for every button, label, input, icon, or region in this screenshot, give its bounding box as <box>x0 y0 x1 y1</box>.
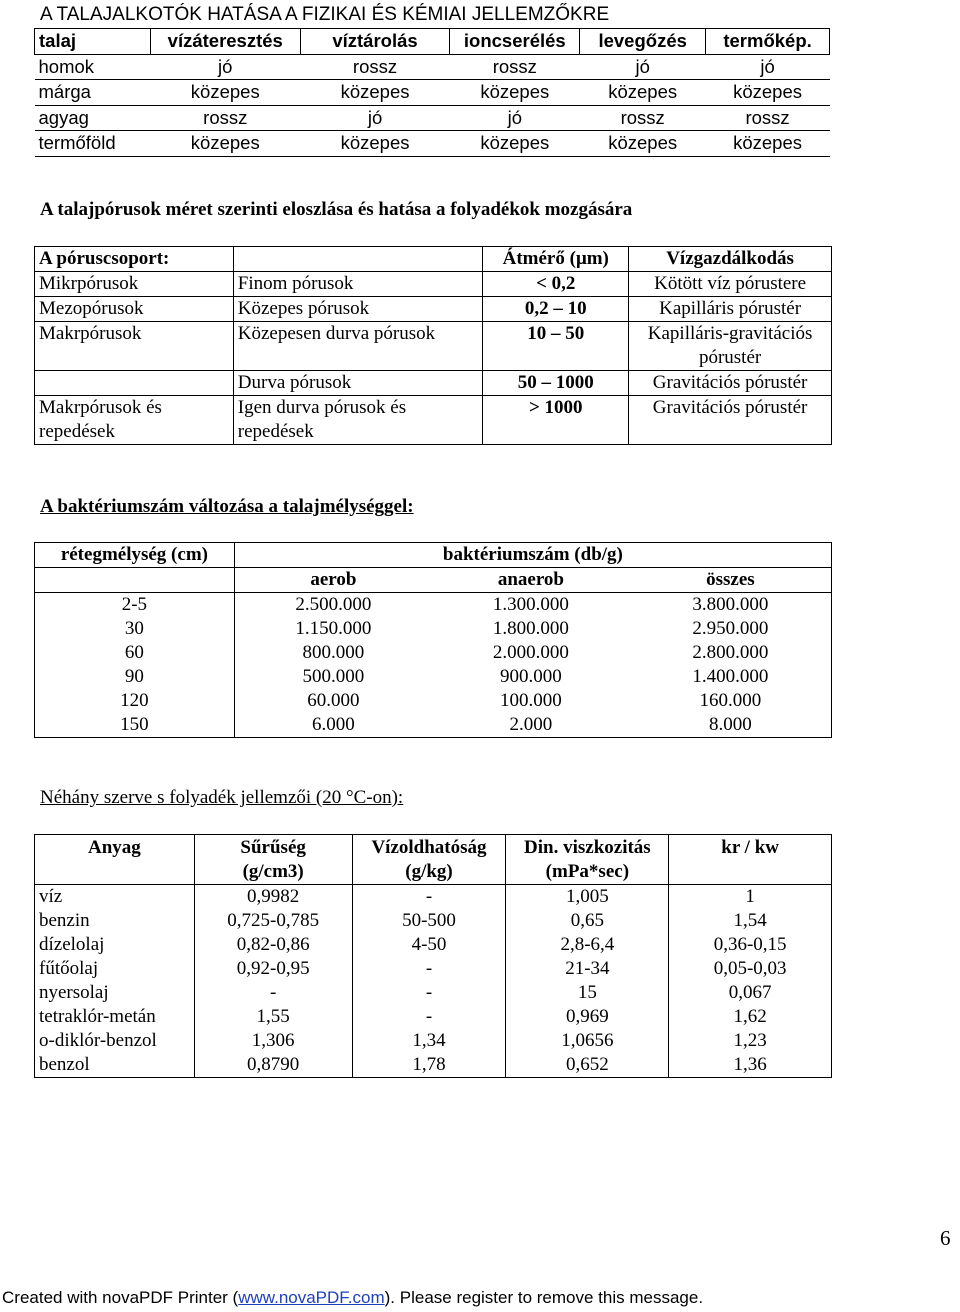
table-cell: Közepes pórusok <box>233 297 483 322</box>
table-cell: 1,36 <box>733 1054 767 1075</box>
header-cell <box>233 247 483 272</box>
table-cell: jó <box>580 54 706 80</box>
header-line: Vízoldhatóság <box>371 837 487 858</box>
table-cell: 0,8790 <box>247 1054 300 1075</box>
table-cell: 150 <box>35 713 235 738</box>
table-cell: 800.000 <box>302 642 365 663</box>
table-cell: közepes <box>300 131 450 157</box>
header-cell: anaerob <box>432 568 630 593</box>
organic-liquids-table <box>34 834 832 1078</box>
table-row <box>35 593 832 618</box>
table-cell: homok <box>35 54 151 80</box>
header-cell: baktériumszám (db/g) <box>234 543 831 568</box>
table-cell: Finom pórusok <box>233 272 483 297</box>
table-cell: - <box>270 982 277 1003</box>
table-cell: közepes <box>150 131 300 157</box>
table-cell: Durva pórusok <box>233 371 483 396</box>
table-cell: jó <box>150 54 300 80</box>
table-row <box>35 689 832 713</box>
table-cell: 0,725-0,785 <box>227 910 320 931</box>
table-cell: rossz <box>706 105 830 131</box>
table-cell: 160.000 <box>699 690 762 711</box>
table1-title: A TALAJALKOTÓK HATÁSA A FIZIKAI ÉS KÉMIAI JELLEMZŐKRE <box>40 4 610 25</box>
table-cell: benzin <box>39 910 90 931</box>
header-cell: A póruscsoport: <box>35 247 234 272</box>
table-column <box>352 885 506 1078</box>
table-cell: Makrpórusok és repedések <box>35 396 234 445</box>
table-cell: 0,65 <box>570 910 604 931</box>
table-cell: - <box>425 958 433 979</box>
table-cell: víz <box>39 886 63 907</box>
table-cell: 30 <box>35 617 235 641</box>
table-cell: rossz <box>450 54 580 80</box>
table-row <box>35 131 830 157</box>
table-cell: 3.800.000 <box>692 594 769 615</box>
header-cell: összes <box>630 568 832 593</box>
table-cell: - <box>425 1006 433 1027</box>
table-cell: 1 <box>745 886 755 907</box>
table-cell: 1,005 <box>565 886 609 907</box>
footer-prefix: Created with novaPDF Printer ( <box>2 1288 239 1307</box>
table-cell: 0,36-0,15 <box>713 934 787 955</box>
header-line: (mPa*sec) <box>545 861 630 882</box>
header-cell: ioncserélés <box>450 29 580 55</box>
table-row <box>35 272 832 297</box>
header-line: Anyag <box>87 837 141 858</box>
table-cell: 60.000 <box>307 690 360 711</box>
table-row <box>35 105 830 131</box>
table-cell: - <box>425 886 433 907</box>
table-cell: 1,34 <box>412 1030 446 1051</box>
table-row <box>35 713 832 738</box>
table-cell: közepes <box>150 80 300 106</box>
table-cell: 500.000 <box>302 666 365 687</box>
header-line: kr / kw <box>721 837 779 858</box>
table-header-row <box>35 29 830 55</box>
table-cell: nyersolaj <box>39 982 109 1003</box>
table-cell: 100.000 <box>500 690 562 711</box>
header-cell: talaj <box>35 29 151 55</box>
table4-title: Néhány szerve s folyadék jellemzői (20 °C-on): <box>40 787 404 808</box>
table-cell: közepes <box>580 131 706 157</box>
header-cell: Vízgazdálkodás <box>629 247 832 272</box>
table-cell: 2-5 <box>35 593 235 618</box>
table-cell: 1,55 <box>256 1006 290 1027</box>
table-cell: 2.000.000 <box>492 642 569 663</box>
table-cell <box>35 371 234 396</box>
table-cell: - <box>425 982 433 1003</box>
header-cell <box>194 835 352 885</box>
table-cell: agyag <box>35 105 151 131</box>
page-number: 6 <box>940 1226 951 1250</box>
table-column <box>35 885 195 1078</box>
table-cell: 2.000 <box>509 714 553 735</box>
table-cell: 8.000 <box>709 714 752 735</box>
table-cell: 1.150.000 <box>295 618 372 639</box>
table-subheader-row <box>35 568 832 593</box>
table-cell: 10 – 50 <box>483 322 629 371</box>
header-cell: Átmérő (μm) <box>483 247 629 272</box>
table-cell: Kapilláris pórustér <box>629 297 832 322</box>
table-header-row <box>35 543 832 568</box>
header-cell <box>35 835 195 885</box>
table-cell: 60 <box>35 641 235 665</box>
table3-title: A baktériumszám változása a talajmélységgel: <box>40 496 414 517</box>
table-cell: Kapilláris-gravitációs pórustér <box>629 322 832 371</box>
table-cell: közepes <box>450 80 580 106</box>
table-cell: Közepesen durva pórusok <box>233 322 483 371</box>
table-cell: 1.300.000 <box>492 594 569 615</box>
table-cell: 21-34 <box>565 958 610 979</box>
header-cell <box>352 835 506 885</box>
table-cell: 0,969 <box>565 1006 609 1027</box>
table-cell: 4-50 <box>411 934 447 955</box>
table-column <box>669 885 832 1078</box>
table-cell: 0,2 – 10 <box>483 297 629 322</box>
header-cell: termőkép. <box>706 29 830 55</box>
footer-watermark <box>2 1288 703 1308</box>
header-cell <box>669 835 832 885</box>
table-cell: 2.800.000 <box>692 642 769 663</box>
table-body <box>35 885 832 1078</box>
table-cell: 0,067 <box>728 982 772 1003</box>
table-cell: 0,05-0,03 <box>713 958 787 979</box>
soil-components-table <box>34 28 830 157</box>
table-row <box>35 641 832 665</box>
table-cell: Mezopórusok <box>35 297 234 322</box>
header-cell: rétegmélység (cm) <box>35 543 235 568</box>
table-cell: Kötött víz pórustere <box>629 272 832 297</box>
table-cell: közepes <box>300 80 450 106</box>
table-cell: 2.500.000 <box>295 594 372 615</box>
table-cell: 0,82-0,86 <box>236 934 310 955</box>
table-cell: márga <box>35 80 151 106</box>
table-row <box>35 617 832 641</box>
table-row <box>35 322 832 371</box>
header-cell: víztárolás <box>300 29 450 55</box>
table-cell: dízelolaj <box>39 934 105 955</box>
table-cell: o-diklór-benzol <box>39 1030 157 1051</box>
table-row <box>35 54 830 80</box>
table-cell: jó <box>706 54 830 80</box>
table-cell: 0,652 <box>565 1054 609 1075</box>
table-cell: 0,9982 <box>247 886 300 907</box>
table-cell: 0,92-0,95 <box>236 958 310 979</box>
header-cell: aerob <box>234 568 432 593</box>
table-cell: rossz <box>300 54 450 80</box>
table-cell: 6.000 <box>312 714 355 735</box>
header-cell: vízáteresztés <box>150 29 300 55</box>
table-cell: 2.950.000 <box>692 618 769 639</box>
table-row <box>35 371 832 396</box>
table-cell: termőföld <box>35 131 151 157</box>
table-cell: 1.400.000 <box>692 666 769 687</box>
table-cell: > 1000 <box>483 396 629 445</box>
table-cell: közepes <box>706 131 830 157</box>
table-cell: jó <box>450 105 580 131</box>
header-cell <box>506 835 669 885</box>
table-cell: 1,23 <box>733 1030 767 1051</box>
footer-suffix: ). Please register to remove this message. <box>384 1288 704 1307</box>
table-cell: < 0,2 <box>483 272 629 297</box>
table-header-row <box>35 247 832 272</box>
table-cell: benzol <box>39 1054 90 1075</box>
table-cell: Mikrpórusok <box>35 272 234 297</box>
header-line: (g/kg) <box>405 861 453 882</box>
table-cell: 2,8-6,4 <box>560 934 615 955</box>
table-cell: 1.800.000 <box>492 618 569 639</box>
table-cell: Gravitációs pórustér <box>629 371 832 396</box>
header-line: Din. viszkozitás <box>524 837 651 858</box>
table-cell: 1,62 <box>733 1006 767 1027</box>
table-cell: Gravitációs pórustér <box>629 396 832 445</box>
table-cell: 90 <box>35 665 235 689</box>
header-cell <box>35 568 235 593</box>
table-row <box>35 297 832 322</box>
table-cell: rossz <box>150 105 300 131</box>
table-column <box>194 885 352 1078</box>
table-column <box>506 885 669 1078</box>
table-cell: 50-500 <box>402 910 456 931</box>
table-cell: közepes <box>580 80 706 106</box>
table-row <box>35 80 830 106</box>
table-cell: 1,54 <box>733 910 767 931</box>
footer-link[interactable]: www.novaPDF.com <box>238 1288 385 1307</box>
table-cell: jó <box>300 105 450 131</box>
table-cell: 120 <box>35 689 235 713</box>
table-row <box>35 665 832 689</box>
table-cell: 900.000 <box>500 666 562 687</box>
table-cell: Igen durva pórusok és repedések <box>233 396 483 445</box>
table-cell: 15 <box>577 982 597 1003</box>
table-cell: tetraklór-metán <box>39 1006 156 1027</box>
table-cell: rossz <box>580 105 706 131</box>
pore-size-table <box>34 246 832 445</box>
header-line: (g/cm3) <box>242 861 304 882</box>
table-cell: 1,0656 <box>561 1030 614 1051</box>
bacteria-table <box>34 542 832 738</box>
table-cell: 50 – 1000 <box>483 371 629 396</box>
table-cell: közepes <box>450 131 580 157</box>
table-header-row <box>35 835 832 885</box>
header-line: Sűrűség <box>240 837 306 858</box>
header-cell: levegőzés <box>580 29 706 55</box>
table-cell: Makrpórusok <box>35 322 234 371</box>
table-cell: közepes <box>706 80 830 106</box>
table-cell: 1,78 <box>412 1054 446 1075</box>
table-row <box>35 396 832 445</box>
table-cell: 1,306 <box>251 1030 295 1051</box>
table-cell: fűtőolaj <box>39 958 99 979</box>
table2-title: A talajpórusok méret szerinti eloszlása és hatása a folyadékok mozgására <box>40 199 633 220</box>
